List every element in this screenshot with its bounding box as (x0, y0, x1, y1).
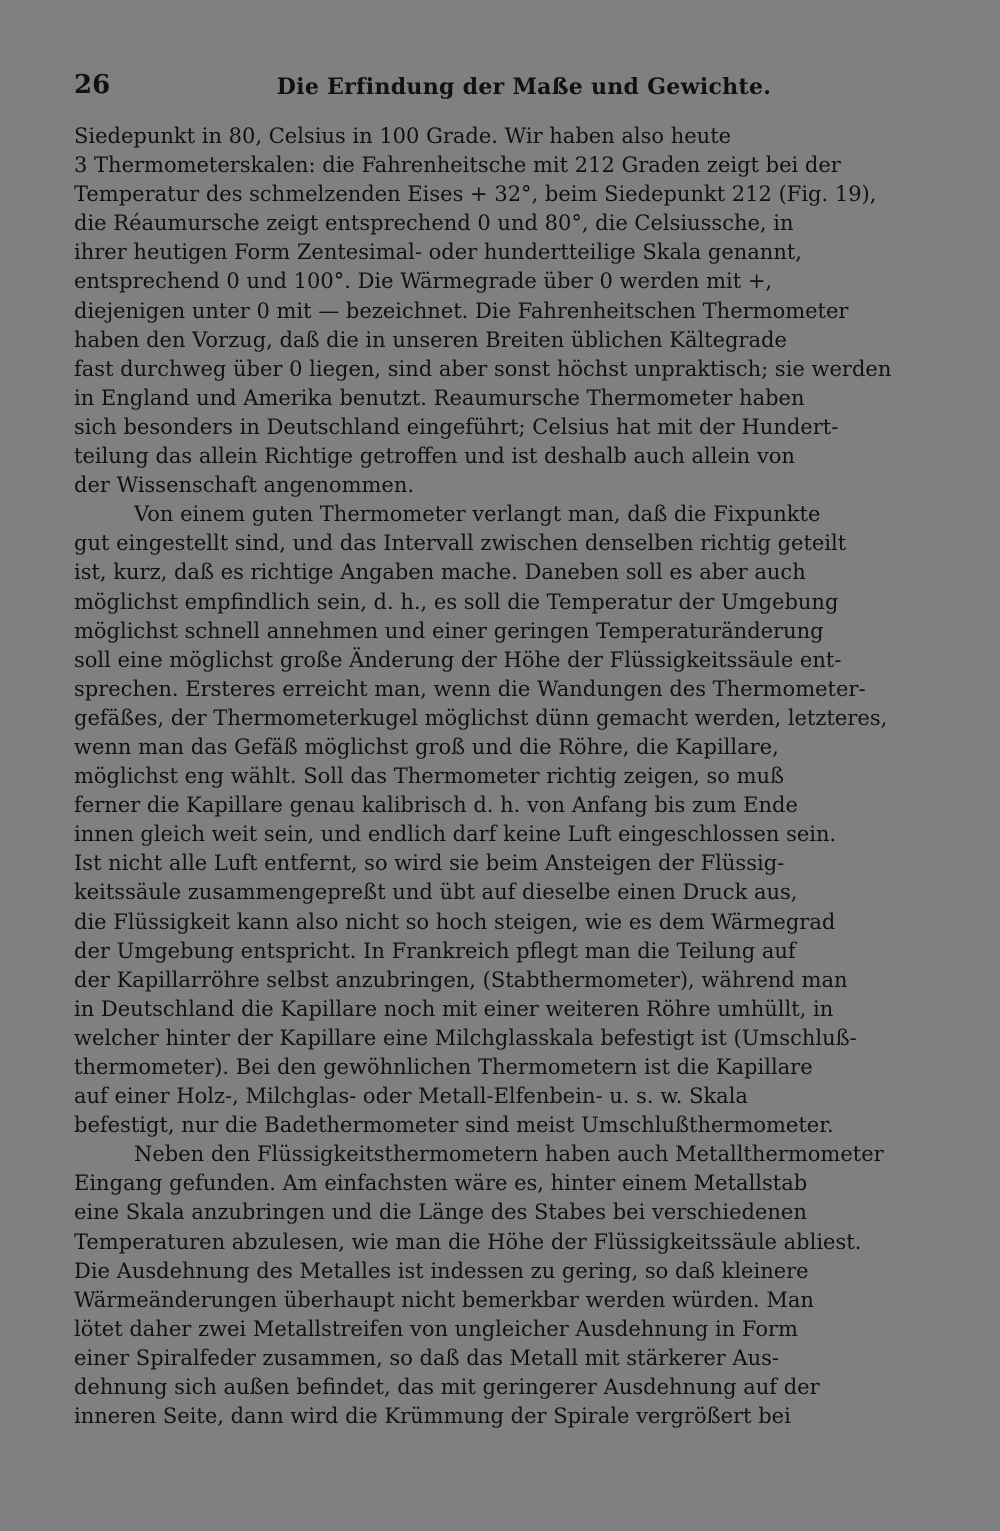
running-title: Die Erfindung der Maße und Gewichte. (276, 74, 772, 100)
text-line: keitssäule zusammengepreßt und übt auf dieselbe einen Druck aus, (74, 880, 798, 905)
text-line: die Réaumursche zeigt entsprechend 0 und 80°, die Celsiussche, in (74, 211, 794, 236)
text-line: haben den Vorzug, daß die in unseren Breiten üblichen Kältegrade (74, 327, 787, 352)
text-line: ihrer heutigen Form Zentesimal- oder hundertteilige Skala genannt, (74, 240, 802, 265)
text-line: Die Ausdehnung des Metalles ist indessen zu gering, so daß kleinere (74, 1258, 809, 1283)
text-line: diejenigen unter 0 mit — bezeichnet. Die Fahrenheitschen Thermometer (74, 298, 849, 323)
text-line: der Umgebung entspricht. In Frankreich pflegt man die Teilung auf (74, 938, 796, 963)
text-line: der Kapillarröhre selbst anzubringen, (Stabthermometer), während man (74, 967, 848, 992)
paragraph-start-line: Von einem guten Thermometer verlangt man, daß die Fixpunkte (134, 502, 821, 527)
text-line: in England und Amerika benutzt. Reaumursche Thermometer haben (74, 385, 805, 410)
page-header (74, 70, 914, 104)
text-line: lötet daher zwei Metallstreifen von ungleicher Ausdehnung in Form (74, 1316, 798, 1341)
text-line: Temperaturen abzulesen, wie man die Höhe der Flüssigkeitssäule abliest. (74, 1229, 862, 1254)
text-line: die Flüssigkeit kann also nicht so hoch steigen, wie es dem Wärmegrad (74, 909, 836, 934)
text-line: befestigt, nur die Badethermometer sind meist Umschlußthermometer. (74, 1113, 834, 1138)
text-line: möglichst eng wählt. Soll das Thermometer richtig zeigen, so muß (74, 764, 785, 789)
text-line: fast durchweg über 0 liegen, sind aber sonst höchst unpraktisch; sie werden (74, 356, 892, 381)
text-line: innen gleich weit sein, und endlich darf keine Luft eingeschlossen sein. (74, 822, 837, 847)
text-line: dehnung sich außen befindet, das mit geringerer Ausdehnung auf der (74, 1375, 820, 1400)
text-line: ferner die Kapillare genau kalibrisch d. h. von Anfang bis zum Ende (74, 793, 798, 818)
text-line: einer Spiralfeder zusammen, so daß das Metall mit stärkerer Aus- (74, 1345, 780, 1370)
text-line: Wärmeänderungen überhaupt nicht bemerkbar werden würden. Man (74, 1287, 814, 1312)
text-line: möglichst schnell annehmen und einer geringen Temperaturänderung (74, 618, 824, 643)
text-line: der Wissenschaft angenommen. (74, 473, 415, 498)
text-line: Eingang gefunden. Am einfachsten wäre es, hinter einem Metallstab (74, 1171, 808, 1196)
text-line: in Deutschland die Kapillare noch mit einer weiteren Röhre umhüllt, in (74, 996, 834, 1021)
text-line: möglichst empfindlich sein, d. h., es soll die Temperatur der Umgebung (74, 589, 839, 614)
text-line: Temperatur des schmelzenden Eises + 32°, beim Siedepunkt 212 (Fig. 19), (74, 182, 877, 207)
text-line: teilung das allein Richtige getroffen und ist deshalb auch allein von (74, 444, 795, 469)
text-line: inneren Seite, dann wird die Krümmung der Spirale vergrößert bei (74, 1404, 791, 1429)
paragraph-start-line: Neben den Flüssigkeitsthermometern haben auch Metallthermometer (134, 1142, 884, 1167)
text-line: thermometer). Bei den gewöhnlichen Thermometern ist die Kapillare (74, 1055, 813, 1079)
text-line: sich besonders in Deutschland eingeführt; Celsius hat mit der Hundert- (74, 414, 839, 439)
page-number: 26 (74, 70, 111, 100)
text-line: 3 Thermometerskalen: die Fahrenheitsche mit 212 Graden zeigt bei der (74, 153, 841, 178)
text-line: eine Skala anzubringen und die Länge des Stabes bei verschiedenen (74, 1200, 807, 1225)
body-text (74, 122, 914, 1431)
text-line: sprechen. Ersteres erreicht man, wenn die Wandungen des Thermometer- (74, 676, 866, 701)
text-line: welcher hinter der Kapillare eine Milchglasskala befestigt ist (Umschluß- (74, 1025, 857, 1050)
text-line: entsprechend 0 und 100°. Die Wärmegrade über 0 werden mit +, (74, 269, 773, 294)
text-line: soll eine möglichst große Änderung der Höhe der Flüssigkeitssäule ent- (74, 647, 842, 672)
text-line: auf einer Holz-, Milchglas- oder Metall-Elfenbein- u. s. w. Skala (74, 1084, 748, 1109)
text-line: wenn man das Gefäß möglichst groß und die Röhre, die Kapillare, (74, 734, 779, 759)
text-line: gut eingestellt sind, und das Intervall zwischen denselben richtig geteilt (74, 531, 847, 556)
text-line: gefäßes, der Thermometerkugel möglichst dünn gemacht werden, letzteres, (74, 705, 888, 730)
text-line: Ist nicht alle Luft entfernt, so wird sie beim Ansteigen der Flüssig- (74, 851, 785, 876)
text-line: Siedepunkt in 80, Celsius in 100 Grade. Wir haben also heute (74, 124, 732, 148)
text-line: ist, kurz, daß es richtige Angaben mache. Daneben soll es aber auch (74, 560, 806, 585)
